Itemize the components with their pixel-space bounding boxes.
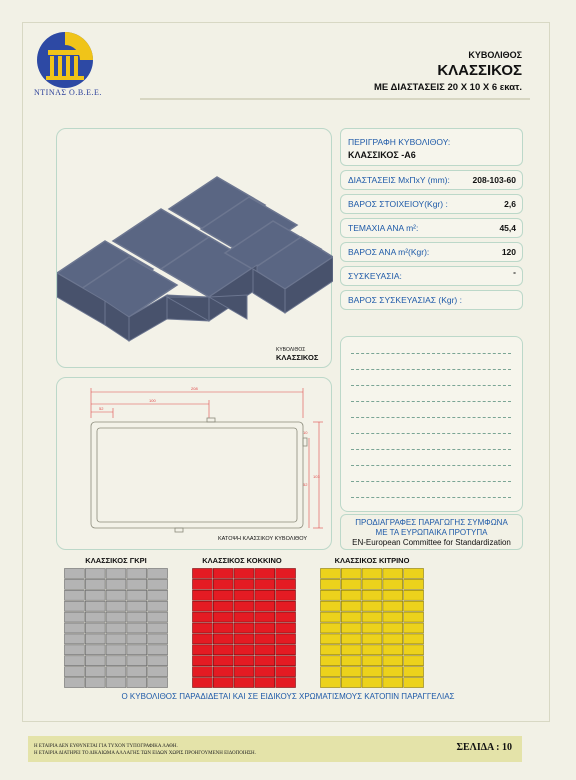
paver-brick	[65, 656, 85, 666]
paver-brick	[106, 667, 126, 677]
paver-brick	[255, 612, 275, 622]
paver-brick	[255, 656, 275, 666]
paver-brick	[65, 634, 85, 644]
paver-brick	[362, 634, 382, 644]
paver-brick	[148, 645, 168, 655]
paver-brick	[106, 623, 126, 633]
paver-brick	[383, 667, 403, 677]
paver-brick	[127, 601, 147, 611]
dim-total-label: 208	[191, 386, 198, 391]
paver-brick	[193, 569, 213, 579]
swatch-label-red: ΚΛΑΣΣΙΚΟΣ ΚΟΚΚΙΝΟ	[202, 556, 282, 565]
standards-line1: ΠΡΟΔΙΑΓΡΑΦΕΣ ΠΑΡΑΓΩΓΗΣ ΣΥΜΦΩΝΑ	[355, 518, 508, 527]
paver-brick	[255, 634, 275, 644]
paver-brick	[193, 579, 213, 589]
paver-brick	[404, 601, 424, 611]
paver-brick	[404, 569, 424, 579]
paver-brick	[404, 634, 424, 644]
paver-brick	[106, 645, 126, 655]
plan-drawing	[57, 378, 333, 551]
paver-brick	[276, 634, 296, 644]
dimensions-label: ΔΙΑΣΤΑΣΕΙΣ ΜxΠxΥ (mm):	[348, 175, 450, 185]
pieces-value: 45,4	[499, 223, 516, 233]
packaging-value: -	[513, 267, 516, 278]
image-caption-small: ΚΥΒΟΛΙΘΟΣ	[276, 347, 306, 353]
paver-brick	[404, 678, 424, 688]
weight-per-m2-value: 120	[501, 247, 516, 257]
paver-brick	[383, 656, 403, 666]
paver-brick	[213, 579, 233, 589]
paver-brick	[321, 656, 341, 666]
paver-brick	[85, 569, 105, 579]
weight-per-m2-field	[340, 242, 523, 262]
paver-brick	[341, 579, 361, 589]
paver-brick	[213, 667, 233, 677]
paver-brick	[276, 667, 296, 677]
paver-brick	[362, 569, 382, 579]
paver-brick	[276, 569, 296, 579]
paver-brick	[148, 569, 168, 579]
dim-side-top-label: 10	[303, 430, 308, 435]
paver-brick	[341, 645, 361, 655]
paver-brick	[362, 678, 382, 688]
paver-brick	[255, 601, 275, 611]
paver-brick	[127, 634, 147, 644]
paver-brick	[321, 569, 341, 579]
paver-brick	[213, 612, 233, 622]
paver-brick	[106, 601, 126, 611]
paver-brick	[362, 623, 382, 633]
note-line	[351, 433, 511, 434]
paver-brick	[404, 579, 424, 589]
paver-brick	[341, 569, 361, 579]
note-line	[351, 465, 511, 466]
weight-per-m2-label: ΒΑΡΟΣ ΑΝΑ m²(Kgr):	[348, 247, 430, 257]
paver-brick	[276, 678, 296, 688]
paver-brick	[213, 656, 233, 666]
paver-brick	[341, 612, 361, 622]
paver-brick	[255, 590, 275, 600]
paver-brick	[255, 645, 275, 655]
paver-brick	[383, 590, 403, 600]
paver-brick	[85, 623, 105, 633]
swatch-label-yellow: ΚΛΑΣΣΙΚΟΣ ΚΙΤΡΙΝΟ	[334, 556, 410, 565]
paver-brick	[148, 590, 168, 600]
product-dimensions-heading: ΜΕ ΔΙΑΣΤΑΣΕΙΣ 20 Χ 10 Χ 6 εκατ.	[373, 82, 522, 93]
paver-brick	[234, 579, 254, 589]
paver-brick	[255, 623, 275, 633]
disclaimer-line2: Η ΕΤΑΙΡΙΑ ΔΙΑΤΗΡΕΙ ΤΟ ΔΙΚΑΙΩΜΑ ΑΛΛΑΓΗΣ ΤΩΝ ΕΙΔΩΝ ΧΩΡΙΣ ΠΡΟΗΓΟΥΜΕΝΗ ΕΙΔΟΠΟΙΗΣΗ.	[34, 751, 256, 756]
company-name: ΝΤΙΝΑΣ Ο.Β.Ε.Ε.	[34, 88, 102, 97]
paver-brick	[85, 645, 105, 655]
weight-value: 2,6	[504, 199, 516, 209]
dim-small-label: 52	[99, 406, 104, 411]
paver-brick	[321, 601, 341, 611]
paver-brick	[106, 678, 126, 688]
paver-brick	[255, 579, 275, 589]
swatch-red	[188, 568, 300, 688]
paver-brick	[213, 590, 233, 600]
paver-illustration	[57, 129, 333, 369]
paver-brick	[65, 623, 85, 633]
paver-brick	[321, 634, 341, 644]
paver-brick	[106, 590, 126, 600]
paver-brick	[341, 601, 361, 611]
product-category: ΚΥΒΟΛΙΘΟΣ	[468, 50, 522, 60]
paver-brick	[321, 678, 341, 688]
paver-brick	[341, 634, 361, 644]
standards-line3: EN-European Committee for Standardization	[352, 538, 511, 547]
paver-brick	[65, 601, 85, 611]
paver-brick	[362, 601, 382, 611]
paver-brick	[85, 612, 105, 622]
color-note: Ο ΚΥΒΟΛΙΘΟΣ ΠΑΡΑΔΙΔΕΤΑΙ ΚΑΙ ΣΕ ΕΙΔΙΚΟΥΣ ΧΡΩΜΑΤΙΣΜΟΥΣ ΚΑΤΟΠΙΝ ΠΑΡΑΓΓΕΛΙΑΣ	[121, 692, 455, 701]
notes-box	[340, 336, 523, 512]
plan-caption: ΚΑΤΟΨΗ ΚΛΑΣΣΙΚΟΥ ΚΥΒΟΛΙΘΟΥ	[218, 536, 308, 542]
paver-brick	[234, 667, 254, 677]
pieces-label: ΤΕΜΑΧΙΑ ΑΝΑ m²:	[348, 223, 419, 233]
paver-brick	[234, 645, 254, 655]
paver-brick	[276, 579, 296, 589]
paver-brick	[193, 590, 213, 600]
dimensions-field	[340, 170, 523, 190]
paver-brick	[148, 634, 168, 644]
paver-brick	[148, 623, 168, 633]
paver-brick	[321, 667, 341, 677]
paver-brick	[404, 612, 424, 622]
paver-brick	[148, 667, 168, 677]
weight-field	[340, 194, 523, 214]
paver-brick	[404, 656, 424, 666]
weight-label: ΒΑΡΟΣ ΣΤΟΙΧΕΙΟΥ(Kgr) :	[348, 199, 448, 209]
paver-brick	[321, 623, 341, 633]
paver-brick	[127, 667, 147, 677]
paver-brick	[106, 579, 126, 589]
description-label: ΠΕΡΙΓΡΑΦΗ ΚΥΒΟΛΙΘΟΥ:	[348, 137, 451, 147]
paver-brick	[234, 569, 254, 579]
paver-brick	[276, 656, 296, 666]
paver-brick	[85, 656, 105, 666]
paver-brick	[234, 612, 254, 622]
paver-brick	[148, 678, 168, 688]
paver-brick	[213, 569, 233, 579]
paver-brick	[383, 569, 403, 579]
plan-view-box	[56, 377, 332, 550]
paver-brick	[362, 667, 382, 677]
packaging-label: ΣΥΣΚΕΥΑΣΙΑ:	[348, 271, 402, 281]
packaging-weight-field	[340, 290, 523, 310]
dim-half-label: 100	[149, 398, 156, 403]
paver-brick	[213, 634, 233, 644]
paver-brick	[383, 678, 403, 688]
paver-brick	[383, 645, 403, 655]
paver-brick	[148, 612, 168, 622]
header-divider	[140, 98, 530, 100]
note-line	[351, 353, 511, 354]
paver-brick	[65, 667, 85, 677]
paver-brick	[148, 656, 168, 666]
paver-brick	[341, 590, 361, 600]
paver-brick	[341, 623, 361, 633]
paver-brick	[127, 678, 147, 688]
paver-brick	[234, 623, 254, 633]
paver-brick	[383, 623, 403, 633]
paver-brick	[65, 612, 85, 622]
note-line	[351, 385, 511, 386]
paver-brick	[65, 579, 85, 589]
paver-brick	[255, 569, 275, 579]
paver-brick	[193, 601, 213, 611]
paver-brick	[276, 612, 296, 622]
note-line	[351, 449, 511, 450]
paver-brick	[276, 590, 296, 600]
paver-brick	[234, 656, 254, 666]
paver-brick	[85, 590, 105, 600]
paver-brick	[341, 656, 361, 666]
description-value: ΚΛΑΣΣΙΚΟΣ -Α6	[348, 150, 416, 160]
paver-brick	[127, 590, 147, 600]
swatch-grey	[60, 568, 172, 688]
paver-brick	[341, 678, 361, 688]
paver-brick	[213, 623, 233, 633]
paver-brick	[255, 667, 275, 677]
dim-side2-label: 52	[303, 482, 308, 487]
packaging-field	[340, 266, 523, 286]
paver-brick	[65, 678, 85, 688]
paver-brick	[383, 634, 403, 644]
paver-brick	[127, 612, 147, 622]
paver-brick	[193, 667, 213, 677]
product-image-box	[56, 128, 332, 368]
paver-brick	[383, 579, 403, 589]
standards-box	[340, 514, 523, 550]
paver-brick	[276, 601, 296, 611]
paver-brick	[341, 667, 361, 677]
paver-brick	[106, 569, 126, 579]
paver-brick	[85, 667, 105, 677]
paver-brick	[193, 634, 213, 644]
paver-brick	[362, 612, 382, 622]
paver-brick	[234, 634, 254, 644]
paver-brick	[106, 634, 126, 644]
paver-brick	[148, 579, 168, 589]
paver-brick	[127, 623, 147, 633]
swatch-yellow	[316, 568, 428, 688]
paver-brick	[362, 579, 382, 589]
paver-brick	[127, 579, 147, 589]
product-title: ΚΛΑΣΣΙΚΟΣ	[437, 62, 522, 79]
note-line	[351, 401, 511, 402]
standards-line2: ΜΕ ΤΑ ΕΥΡΩΠΑΙΚΑ ΠΡΟΤΥΠΑ	[375, 528, 488, 537]
paver-brick	[213, 645, 233, 655]
paver-brick	[321, 579, 341, 589]
note-line	[351, 481, 511, 482]
paver-brick	[362, 590, 382, 600]
paver-brick	[362, 645, 382, 655]
paver-brick	[193, 656, 213, 666]
pieces-field	[340, 218, 523, 238]
paver-brick	[234, 590, 254, 600]
dim-side-label: 103	[313, 474, 320, 479]
paver-brick	[193, 678, 213, 688]
note-line	[351, 497, 511, 498]
paver-brick	[383, 612, 403, 622]
paver-brick	[193, 645, 213, 655]
image-caption: ΚΛΑΣΣΙΚΟΣ	[276, 353, 319, 362]
paver-brick	[127, 569, 147, 579]
paver-brick	[234, 678, 254, 688]
paver-brick	[404, 667, 424, 677]
page-number: ΣΕΛΙΔΑ : 10	[456, 742, 512, 753]
packaging-weight-label: ΒΑΡΟΣ ΣΥΣΚΕΥΑΣΙΑΣ (Kgr) :	[348, 295, 462, 305]
paver-brick	[85, 601, 105, 611]
paver-brick	[362, 656, 382, 666]
disclaimer-line1: Η ΕΤΑΙΡΙΑ ΔΕΝ ΕΥΘΥΝΕΤΑΙ ΓΙΑ ΤΥΧΟΝ ΤΥΠΟΓΡΑΦΙΚΑ ΛΑΘΗ.	[34, 744, 178, 749]
note-line	[351, 417, 511, 418]
description-field	[340, 128, 523, 166]
paver-brick	[85, 579, 105, 589]
paver-brick	[255, 678, 275, 688]
paver-brick	[213, 601, 233, 611]
paver-brick	[321, 645, 341, 655]
paver-brick	[383, 601, 403, 611]
paver-brick	[85, 678, 105, 688]
paver-brick	[85, 634, 105, 644]
paver-brick	[213, 678, 233, 688]
paver-brick	[127, 656, 147, 666]
paver-brick	[106, 656, 126, 666]
dimensions-value: 208-103-60	[472, 175, 516, 185]
paver-brick	[321, 590, 341, 600]
note-line	[351, 369, 511, 370]
paver-brick	[404, 645, 424, 655]
swatch-label-grey: ΚΛΑΣΣΙΚΟΣ ΓΚΡΙ	[85, 556, 147, 565]
paver-brick	[65, 590, 85, 600]
paver-brick	[193, 623, 213, 633]
paver-brick	[65, 569, 85, 579]
paver-brick	[106, 612, 126, 622]
paver-brick	[127, 645, 147, 655]
footer-bar	[28, 736, 522, 762]
paver-brick	[234, 601, 254, 611]
paver-brick	[404, 623, 424, 633]
paver-brick	[193, 612, 213, 622]
paver-brick	[65, 645, 85, 655]
paver-brick	[276, 623, 296, 633]
paver-brick	[321, 612, 341, 622]
paver-brick	[404, 590, 424, 600]
paver-brick	[148, 601, 168, 611]
paver-brick	[276, 645, 296, 655]
